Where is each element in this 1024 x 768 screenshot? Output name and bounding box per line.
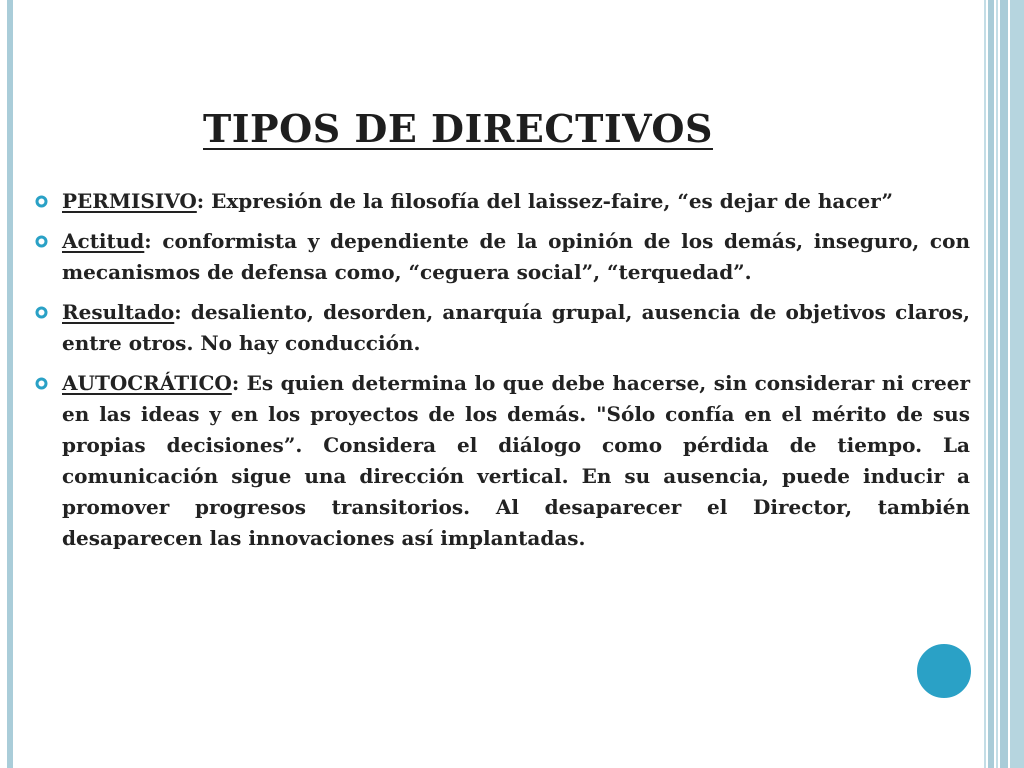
bullet-label: Resultado bbox=[62, 300, 175, 324]
bullet-label: AUTOCRÁTICO bbox=[62, 371, 232, 395]
bullet-label: Actitud bbox=[62, 229, 145, 253]
right-stripe bbox=[1000, 0, 1008, 768]
right-stripe bbox=[988, 0, 994, 768]
bullet-item-resultado bbox=[34, 297, 970, 359]
bullet-label: PERMISIVO bbox=[62, 189, 197, 213]
accent-circle-decoration bbox=[914, 641, 974, 701]
bullet-text: : Es quien determina lo que debe hacerse, sin considerar ni creer en las ideas y en los proyectos de los demás. "Sólo confía en el mérito de sus propias decisiones”. Considera el diálogo como pérdida de tiempo. La comunicación sigue una dirección vertical. En su ausencia, puede inducir a promover progresos transitorios. Al desaparecer el Director, también desaparecen las innovaciones así implantadas. bbox=[62, 371, 970, 550]
bullet-item-autocratico bbox=[34, 368, 970, 554]
ring-bullet-icon bbox=[35, 306, 48, 319]
ring-bullet-icon bbox=[35, 195, 48, 208]
bullet-text: : desaliento, desorden, anarquía grupal, ausencia de objetivos claros, entre otros. No hay conducción. bbox=[62, 300, 970, 355]
right-stripe bbox=[984, 0, 986, 768]
bullet-text: : conformista y dependiente de la opinión de los demás, inseguro, con mecanismos de defensa como, “ceguera social”, “terquedad”. bbox=[62, 229, 970, 284]
right-decorative-bars bbox=[984, 0, 1024, 768]
bullet-item-permisivo bbox=[34, 186, 970, 217]
bullet-item-actitud bbox=[34, 226, 970, 288]
slide-title: TIPOS DE DIRECTIVOS bbox=[203, 106, 713, 151]
right-stripe bbox=[1010, 0, 1024, 768]
ring-bullet-icon bbox=[35, 377, 48, 390]
bullet-text: : Expresión de la filosofía del laissez-faire, “es dejar de hacer” bbox=[196, 189, 894, 213]
left-border-line bbox=[7, 0, 13, 768]
ring-bullet-icon bbox=[35, 235, 48, 248]
bullet-list bbox=[34, 186, 970, 563]
right-stripe bbox=[996, 0, 998, 768]
